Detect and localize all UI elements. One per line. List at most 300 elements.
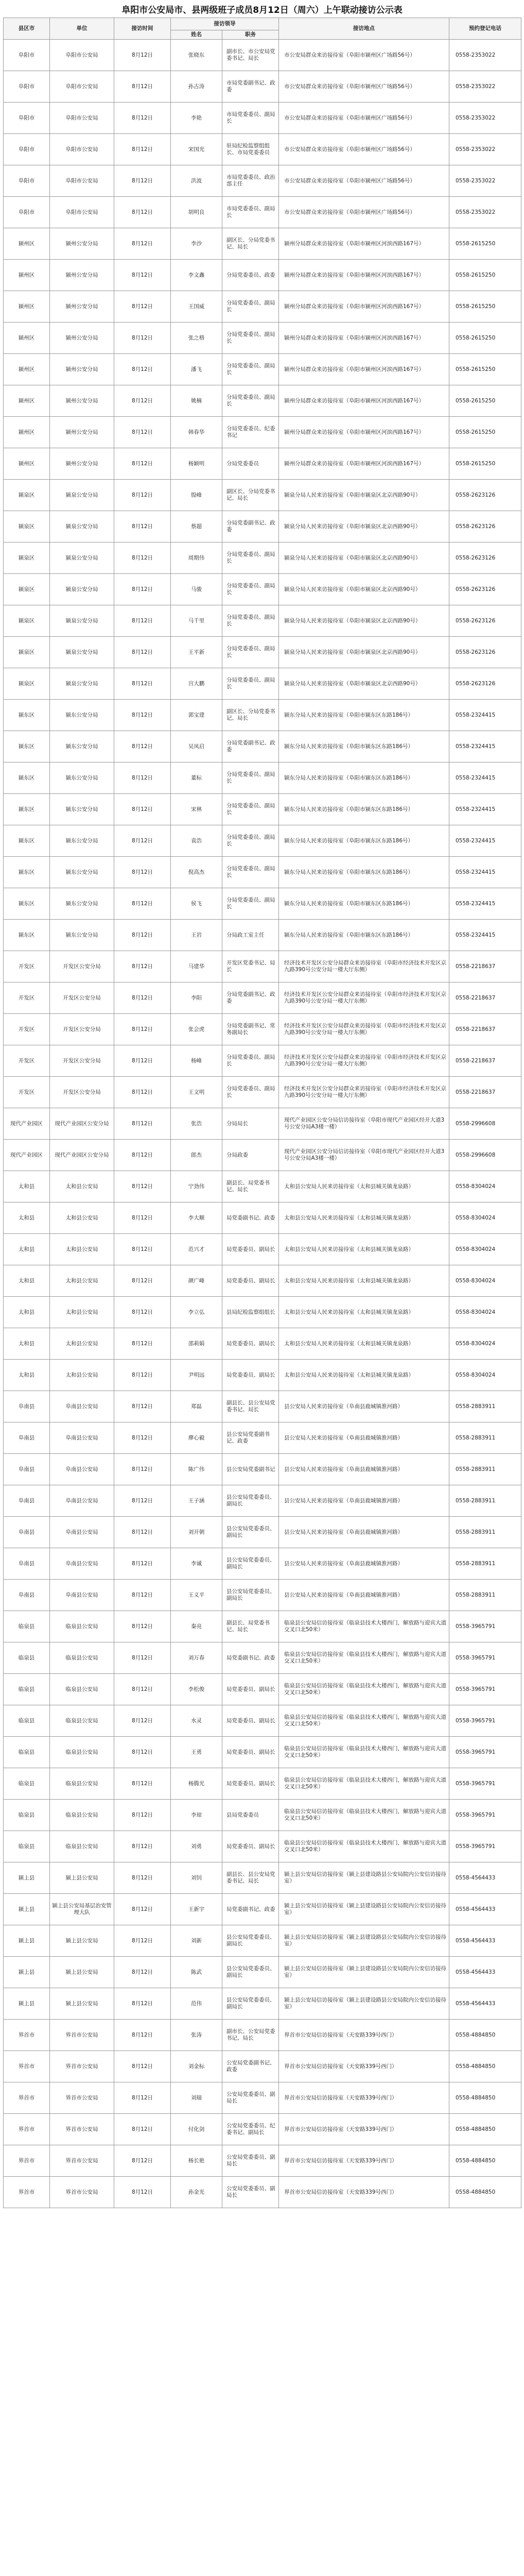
cell-job: 分局党委委员、副局长 <box>222 668 279 700</box>
cell-name: 韩春华 <box>171 417 222 448</box>
cell-job: 公安局党委委员、纪委书记、副局长 <box>222 2114 279 2145</box>
table-row <box>4 1045 521 1077</box>
cell-time: 8月12日 <box>114 1077 171 1108</box>
cell-unit: 界首市公安局 <box>50 2051 114 2082</box>
cell-unit: 临泉县公安局 <box>50 1611 114 1642</box>
cell-region: 开发区 <box>4 982 50 1014</box>
cell-region: 太和县 <box>4 1328 50 1360</box>
cell-name: 宫大鹏 <box>171 668 222 700</box>
cell-name: 刘钊 <box>171 1862 222 1894</box>
table-row <box>4 637 521 668</box>
cell-unit: 现代产业园区公安分局 <box>50 1140 114 1171</box>
cell-job: 县公安局党委委员、副局长 <box>222 1580 279 1611</box>
cell-name: 郑磊 <box>171 1391 222 1422</box>
cell-time: 8月12日 <box>114 134 171 165</box>
cell-location: 县公安局人民来访接待室（阜南县鹿城镇淮河路） <box>279 1454 449 1485</box>
cell-name: 廖心毅 <box>171 1422 222 1454</box>
cell-job: 县公安局党委副书记、政委 <box>222 1422 279 1454</box>
cell-region: 阜南县 <box>4 1485 50 1517</box>
cell-unit: 临泉县公安局 <box>50 1642 114 1674</box>
cell-location: 颍东分局人民来访接待室（阜阳市颍东区东路186号） <box>279 857 449 888</box>
table-row <box>4 291 521 323</box>
cell-location: 现代产业园区公安分局信访接待室（阜阳市现代产业园区经开大道3号公安分局A3楼一楼） <box>279 1108 449 1140</box>
cell-job: 公安局党委委员、副局长 <box>222 2082 279 2114</box>
cell-unit: 阜南县公安局 <box>50 1517 114 1548</box>
cell-time: 8月12日 <box>114 1485 171 1517</box>
cell-job: 分局党委委员、副局长 <box>222 825 279 857</box>
cell-phone: 0558-2615250 <box>449 228 521 260</box>
cell-name: 刘开朝 <box>171 1517 222 1548</box>
cell-job: 副区长、分局党委书记、局长 <box>222 480 279 511</box>
cell-unit: 阜南县公安局 <box>50 1580 114 1611</box>
cell-location: 颍东分局人民来访接待室（阜阳市颍东区东路186号） <box>279 731 449 762</box>
cell-location: 县公安局人民来访接待室（阜南县鹿城镇淮河路） <box>279 1548 449 1580</box>
table-row <box>4 1768 521 1800</box>
cell-location: 颍州分局群众来访接待室（阜阳市颍州区河滨西路167号） <box>279 385 449 417</box>
cell-name: 蔡超 <box>171 511 222 543</box>
cell-region: 颍东区 <box>4 794 50 825</box>
cell-region: 阜阳市 <box>4 134 50 165</box>
cell-unit: 界首市公安局 <box>50 2177 114 2208</box>
table-row <box>4 1580 521 1611</box>
cell-time: 8月12日 <box>114 794 171 825</box>
cell-phone: 0558-8304024 <box>449 1265 521 1297</box>
table-row <box>4 1611 521 1642</box>
page-title: 阜阳市公安局市、县两级班子成员8月12日（周六）上午联动接访公示表 <box>121 5 403 15</box>
cell-region: 颍东区 <box>4 762 50 794</box>
cell-name: 杨长艳 <box>171 2145 222 2177</box>
cell-location: 颍上县公安局信访接待室（颍上县建设路县公安局院内公安信访接待室） <box>279 1862 449 1894</box>
cell-unit: 太和县公安局 <box>50 1297 114 1328</box>
cell-time: 8月12日 <box>114 1297 171 1328</box>
cell-location: 市公安局群众来访接待室（阜阳市颍州区广场路56号） <box>279 103 449 134</box>
cell-job: 分局党委委员、副局长 <box>222 888 279 920</box>
cell-unit: 颍州公安分局 <box>50 448 114 480</box>
cell-region: 阜阳市 <box>4 40 50 71</box>
cell-name: 杨腾光 <box>171 1768 222 1800</box>
cell-phone: 0558-8304024 <box>449 1171 521 1202</box>
table-row <box>4 2020 521 2051</box>
cell-job: 市局党委委员、副局长 <box>222 103 279 134</box>
cell-phone: 0558-2353022 <box>449 165 521 197</box>
cell-phone: 0558-2324415 <box>449 920 521 951</box>
cell-unit: 颍泉公安分局 <box>50 605 114 637</box>
cell-time: 8月12日 <box>114 1957 171 1988</box>
cell-job: 分局党委委员、副局长 <box>222 605 279 637</box>
cell-unit: 界首市公安局 <box>50 2082 114 2114</box>
cell-time: 8月12日 <box>114 762 171 794</box>
cell-time: 8月12日 <box>114 448 171 480</box>
cell-name: 尹明远 <box>171 1360 222 1391</box>
table-row <box>4 40 521 71</box>
cell-unit: 临泉县公安局 <box>50 1705 114 1737</box>
cell-job: 分局政工室主任 <box>222 920 279 951</box>
cell-job: 局党委委员、副局长 <box>222 1705 279 1737</box>
cell-job: 分局党委委员、副局长 <box>222 794 279 825</box>
table-row <box>4 1171 521 1202</box>
cell-unit: 颍上县公安局 <box>50 1862 114 1894</box>
cell-unit: 开发区公安分局 <box>50 1045 114 1077</box>
table-row <box>4 574 521 605</box>
cell-region: 颍泉区 <box>4 480 50 511</box>
cell-job: 公安局党委委员、副局长 <box>222 2145 279 2177</box>
cell-unit: 界首市公安局 <box>50 2145 114 2177</box>
cell-phone: 0558-4884850 <box>449 2020 521 2051</box>
cell-time: 8月12日 <box>114 825 171 857</box>
cell-name: 张涛 <box>171 2020 222 2051</box>
table-row <box>4 511 521 543</box>
cell-region: 太和县 <box>4 1171 50 1202</box>
table-row <box>4 1077 521 1108</box>
cell-job: 分局政委 <box>222 1140 279 1171</box>
cell-region: 界首市 <box>4 2082 50 2114</box>
cell-phone: 0558-2883911 <box>449 1485 521 1517</box>
cell-region: 颍上县 <box>4 1957 50 1988</box>
cell-time: 8月12日 <box>114 668 171 700</box>
cell-phone: 0558-8304024 <box>449 1202 521 1234</box>
table-row <box>4 857 521 888</box>
cell-phone: 0558-3965791 <box>449 1705 521 1737</box>
cell-location: 颍泉分局人民来访接待室（阜阳市颍泉区北京西路90号） <box>279 511 449 543</box>
cell-region: 临泉县 <box>4 1768 50 1800</box>
cell-phone: 0558-2218637 <box>449 1014 521 1045</box>
cell-time: 8月12日 <box>114 951 171 982</box>
cell-location: 经济技术开发区公安分局群众来访接待室（阜阳市经济技术开发区京九路390号公安分局一楼大厅东侧） <box>279 1014 449 1045</box>
cell-unit: 阜阳市公安局 <box>50 165 114 197</box>
cell-job: 局党委副书记、政委 <box>222 1642 279 1674</box>
cell-time: 8月12日 <box>114 1548 171 1580</box>
cell-unit: 阜南县公安局 <box>50 1548 114 1580</box>
cell-job: 副县长、县公安局党委书记、局长 <box>222 1391 279 1422</box>
cell-time: 8月12日 <box>114 417 171 448</box>
cell-name: 范伟 <box>171 1988 222 2020</box>
cell-name: 李诚 <box>171 1548 222 1580</box>
cell-job: 公安局党委副书记、政委 <box>222 2051 279 2082</box>
table-row <box>4 2082 521 2114</box>
cell-name: 王勇 <box>171 1737 222 1768</box>
cell-region: 阜南县 <box>4 1391 50 1422</box>
cell-name: 王新宇 <box>171 1894 222 1925</box>
cell-region: 颍东区 <box>4 700 50 731</box>
cell-location: 临泉县公安局信访接待室（临泉县技术大楼西门，解放路与迎宾大道交叉口北50米） <box>279 1611 449 1642</box>
cell-time: 8月12日 <box>114 260 171 291</box>
cell-region: 阜南县 <box>4 1454 50 1485</box>
cell-region: 颍东区 <box>4 857 50 888</box>
cell-unit: 颍泉公安分局 <box>50 668 114 700</box>
table-row <box>4 1517 521 1548</box>
cell-job: 分局局长 <box>222 1108 279 1140</box>
table-row <box>4 1674 521 1705</box>
cell-region: 阜南县 <box>4 1422 50 1454</box>
cell-name: 宁劲伟 <box>171 1171 222 1202</box>
cell-phone: 0558-3965791 <box>449 1768 521 1800</box>
cell-region: 阜南县 <box>4 1548 50 1580</box>
table-row <box>4 951 521 982</box>
cell-unit: 颍东公安分局 <box>50 825 114 857</box>
table-row <box>4 1265 521 1297</box>
cell-location: 太和县公安局人民来访接待室（太和县城关镇龙泉路） <box>279 1297 449 1328</box>
cell-unit: 颍上县公安局 <box>50 1957 114 1988</box>
cell-job: 分局党委委员、政委 <box>222 260 279 291</box>
cell-location: 经济技术开发区公安分局群众来访接待室（阜阳市经济技术开发区京九路390号公安分局一楼大厅东侧） <box>279 951 449 982</box>
cell-phone: 0558-4884850 <box>449 2051 521 2082</box>
cell-unit: 太和县公安局 <box>50 1171 114 1202</box>
cell-region: 临泉县 <box>4 1800 50 1831</box>
cell-region: 界首市 <box>4 2114 50 2145</box>
table-row <box>4 1454 521 1485</box>
cell-region: 颍东区 <box>4 825 50 857</box>
cell-region: 临泉县 <box>4 1831 50 1862</box>
cell-unit: 太和县公安局 <box>50 1202 114 1234</box>
cell-job: 局党委委员、副局长 <box>222 1360 279 1391</box>
table-row <box>4 385 521 417</box>
cell-unit: 临泉县公安局 <box>50 1800 114 1831</box>
cell-location: 太和县公安局人民来访接待室（太和县城关镇龙泉路） <box>279 1234 449 1265</box>
cell-time: 8月12日 <box>114 1831 171 1862</box>
table-row <box>4 1705 521 1737</box>
cell-name: 杨峰 <box>171 1045 222 1077</box>
cell-time: 8月12日 <box>114 574 171 605</box>
cell-location: 县公安局人民来访接待室（阜南县鹿城镇淮河路） <box>279 1485 449 1517</box>
cell-region: 太和县 <box>4 1202 50 1234</box>
table-row <box>4 2177 521 2208</box>
cell-location: 经济技术开发区公安分局群众来访接待室（阜阳市经济技术开发区京九路390号公安分局一楼大厅东侧） <box>279 982 449 1014</box>
cell-region: 颍州区 <box>4 291 50 323</box>
cell-phone: 0558-3965791 <box>449 1611 521 1642</box>
cell-phone: 0558-2623126 <box>449 637 521 668</box>
cell-name: 张晓东 <box>171 40 222 71</box>
table-row <box>4 1862 521 1894</box>
cell-time: 8月12日 <box>114 1454 171 1485</box>
cell-unit: 现代产业园区公安分局 <box>50 1108 114 1140</box>
cell-job: 分局党委委员、副局长 <box>222 762 279 794</box>
cell-location: 县公安局人民来访接待室（阜南县鹿城镇淮河路） <box>279 1391 449 1422</box>
cell-phone: 0558-2623126 <box>449 543 521 574</box>
cell-location: 现代产业园区公安分局信访接待室（阜阳市现代产业园区经开大道3号公安分局A3楼一楼） <box>279 1140 449 1171</box>
cell-region: 颍泉区 <box>4 511 50 543</box>
cell-job: 县局党委委员 <box>222 1800 279 1831</box>
cell-unit: 开发区公安分局 <box>50 1014 114 1045</box>
cell-phone: 0558-4564433 <box>449 1957 521 1988</box>
cell-time: 8月12日 <box>114 1768 171 1800</box>
cell-region: 颍州区 <box>4 323 50 354</box>
cell-name: 马建华 <box>171 951 222 982</box>
table-row <box>4 1800 521 1831</box>
cell-location: 界首市公安局信访接待室（天安路339号西门） <box>279 2177 449 2208</box>
cell-job: 局党委委员、副局长 <box>222 1737 279 1768</box>
cell-time: 8月12日 <box>114 228 171 260</box>
table-row <box>4 71 521 103</box>
cell-location: 颍泉分局人民来访接待室（阜阳市颍泉区北京西路90号） <box>279 574 449 605</box>
cell-phone: 0558-8304024 <box>449 1360 521 1391</box>
cell-location: 界首市公安局信访接待室（天安路339号西门） <box>279 2020 449 2051</box>
cell-region: 颍州区 <box>4 354 50 385</box>
cell-location: 颍州分局群众来访接待室（阜阳市颍州区河滨西路167号） <box>279 291 449 323</box>
cell-region: 开发区 <box>4 1077 50 1108</box>
table-row <box>4 1831 521 1862</box>
cell-phone: 0558-2883911 <box>449 1517 521 1548</box>
cell-time: 8月12日 <box>114 1171 171 1202</box>
cell-phone: 0558-4564433 <box>449 1988 521 2020</box>
cell-location: 临泉县公安局信访接待室（临泉县技术大楼西门，解放路与迎宾大道交叉口北50米） <box>279 1737 449 1768</box>
cell-name: 颜广峰 <box>171 1265 222 1297</box>
cell-name: 李立弘 <box>171 1297 222 1328</box>
cell-name: 李松俊 <box>171 1674 222 1705</box>
cell-region: 颍泉区 <box>4 574 50 605</box>
cell-name: 王岩 <box>171 920 222 951</box>
cell-job: 分局党委委员、副局长 <box>222 385 279 417</box>
cell-job: 局党委副书记、政委 <box>222 1202 279 1234</box>
cell-location: 临泉县公安局信访接待室（临泉县技术大楼西门，解放路与迎宾大道交叉口北50米） <box>279 1642 449 1674</box>
cell-unit: 阜阳市公安局 <box>50 71 114 103</box>
cell-job: 分局党委委员 <box>222 448 279 480</box>
cell-name: 水灵 <box>171 1705 222 1737</box>
cell-unit: 阜南县公安局 <box>50 1391 114 1422</box>
cell-time: 8月12日 <box>114 40 171 71</box>
cell-job: 分局党委委员、副局长 <box>222 574 279 605</box>
cell-name: 马千里 <box>171 605 222 637</box>
cell-job: 县公安局党委委员、副局长 <box>222 1988 279 2020</box>
cell-region: 颍上县 <box>4 1894 50 1925</box>
cell-name: 王平新 <box>171 637 222 668</box>
table-row <box>4 2051 521 2082</box>
cell-job: 开发区党委书记、局长 <box>222 951 279 982</box>
cell-phone: 0558-2615250 <box>449 417 521 448</box>
table-row <box>4 1014 521 1045</box>
cell-phone: 0558-2883911 <box>449 1454 521 1485</box>
cell-location: 县公安局人民来访接待室（阜南县鹿城镇淮河路） <box>279 1580 449 1611</box>
cell-phone: 0558-2615250 <box>449 260 521 291</box>
cell-unit: 阜阳市公安局 <box>50 134 114 165</box>
cell-time: 8月12日 <box>114 731 171 762</box>
table-row <box>4 1422 521 1454</box>
cell-name: 张会虎 <box>171 1014 222 1045</box>
cell-location: 太和县公安局人民来访接待室（太和县城关镇龙泉路） <box>279 1328 449 1360</box>
cell-location: 市公安局群众来访接待室（阜阳市颍州区广场路56号） <box>279 134 449 165</box>
cell-phone: 0558-2883911 <box>449 1548 521 1580</box>
cell-unit: 颍泉公安分局 <box>50 480 114 511</box>
cell-name: 宋林 <box>171 794 222 825</box>
cell-phone: 0558-2883911 <box>449 1391 521 1422</box>
cell-region: 界首市 <box>4 2020 50 2051</box>
cell-region: 颍泉区 <box>4 543 50 574</box>
cell-location: 界首市公安局信访接待室（天安路339号西门） <box>279 2114 449 2145</box>
cell-unit: 临泉县公安局 <box>50 1674 114 1705</box>
cell-job: 副县长、局党委书记、局长 <box>222 1171 279 1202</box>
cell-job: 局党委委员、副局长 <box>222 1328 279 1360</box>
cell-location: 临泉县公安局信访接待室（临泉县技术大楼西门，解放路与迎宾大道交叉口北50米） <box>279 1674 449 1705</box>
table-row <box>4 354 521 385</box>
table-body <box>4 40 521 2208</box>
cell-time: 8月12日 <box>114 1894 171 1925</box>
cell-job: 分局党委委员、纪委书记 <box>222 417 279 448</box>
table-row <box>4 134 521 165</box>
cell-job: 县公安局党委委员、副局长 <box>222 1517 279 1548</box>
cell-job: 副区长、分局党委书记、局长 <box>222 228 279 260</box>
cell-location: 市公安局群众来访接待室（阜阳市颍州区广场路56号） <box>279 165 449 197</box>
table-row <box>4 1642 521 1674</box>
table-row <box>4 1202 521 1234</box>
cell-job: 分局党委委员、副局长 <box>222 857 279 888</box>
table-row <box>4 1988 521 2020</box>
cell-unit: 阜南县公安局 <box>50 1485 114 1517</box>
cell-time: 8月12日 <box>114 888 171 920</box>
cell-name: 刘万春 <box>171 1642 222 1674</box>
cell-time: 8月12日 <box>114 480 171 511</box>
cell-unit: 临泉县公安局 <box>50 1768 114 1800</box>
cell-job: 副区长、分局党委书记、局长 <box>222 700 279 731</box>
cell-region: 阜阳市 <box>4 71 50 103</box>
cell-job: 县公安局党委委员、副局长 <box>222 1925 279 1957</box>
cell-region: 颍东区 <box>4 731 50 762</box>
table-row <box>4 417 521 448</box>
reception-table <box>3 18 521 2208</box>
cell-time: 8月12日 <box>114 543 171 574</box>
cell-name: 张之格 <box>171 323 222 354</box>
cell-time: 8月12日 <box>114 1800 171 1831</box>
cell-job: 分局党委委员、副局长 <box>222 1077 279 1108</box>
cell-region: 阜阳市 <box>4 197 50 228</box>
table-row <box>4 323 521 354</box>
table-row <box>4 1894 521 1925</box>
cell-phone: 0558-2623126 <box>449 511 521 543</box>
cell-time: 8月12日 <box>114 1045 171 1077</box>
table-row <box>4 605 521 637</box>
cell-phone: 0558-2615250 <box>449 385 521 417</box>
cell-phone: 0558-2324415 <box>449 888 521 920</box>
cell-unit: 颍上县公安局 <box>50 1925 114 1957</box>
cell-location: 太和县公安局人民来访接待室（太和县城关镇龙泉路） <box>279 1171 449 1202</box>
cell-location: 界首市公安局信访接待室（天安路339号西门） <box>279 2051 449 2082</box>
cell-phone: 0558-8304024 <box>449 1297 521 1328</box>
table-row <box>4 920 521 951</box>
cell-phone: 0558-2615250 <box>449 323 521 354</box>
cell-job: 县公安局党委委员、副局长 <box>222 1485 279 1517</box>
cell-name: 王子涵 <box>171 1485 222 1517</box>
cell-phone: 0558-4884850 <box>449 2114 521 2145</box>
cell-job: 分局党委副书记、常务副局长 <box>222 1014 279 1045</box>
cell-time: 8月12日 <box>114 291 171 323</box>
cell-name: 董标 <box>171 762 222 794</box>
cell-region: 颍东区 <box>4 888 50 920</box>
cell-name: 张浩 <box>171 1108 222 1140</box>
table-row <box>4 825 521 857</box>
cell-time: 8月12日 <box>114 165 171 197</box>
cell-location: 市公安局群众来访接待室（阜阳市颍州区广场路56号） <box>279 71 449 103</box>
table-row <box>4 1391 521 1422</box>
cell-location: 经济技术开发区公安分局群众来访接待室（阜阳市经济技术开发区京九路390号公安分局一楼大厅东侧） <box>279 1077 449 1108</box>
cell-name: 陈广伟 <box>171 1454 222 1485</box>
cell-job: 分局党委委员、副局长 <box>222 1045 279 1077</box>
cell-phone: 0558-2324415 <box>449 794 521 825</box>
cell-region: 颍州区 <box>4 417 50 448</box>
table-row <box>4 228 521 260</box>
cell-time: 8月12日 <box>114 1925 171 1957</box>
cell-location: 颍上县公安局信访接待室（颍上县建设路县公安局院内公安信访接待室） <box>279 1957 449 1988</box>
cell-time: 8月12日 <box>114 2082 171 2114</box>
header-region: 县区市 <box>4 18 50 40</box>
table-row <box>4 103 521 134</box>
cell-time: 8月12日 <box>114 857 171 888</box>
cell-name: 姚楠 <box>171 385 222 417</box>
table-row <box>4 1957 521 1988</box>
table-row <box>4 448 521 480</box>
cell-region: 颍州区 <box>4 385 50 417</box>
cell-unit: 太和县公安局 <box>50 1360 114 1391</box>
cell-region: 临泉县 <box>4 1737 50 1768</box>
cell-job: 分局党委委员、副局长 <box>222 637 279 668</box>
cell-phone: 0558-4884850 <box>449 2145 521 2177</box>
